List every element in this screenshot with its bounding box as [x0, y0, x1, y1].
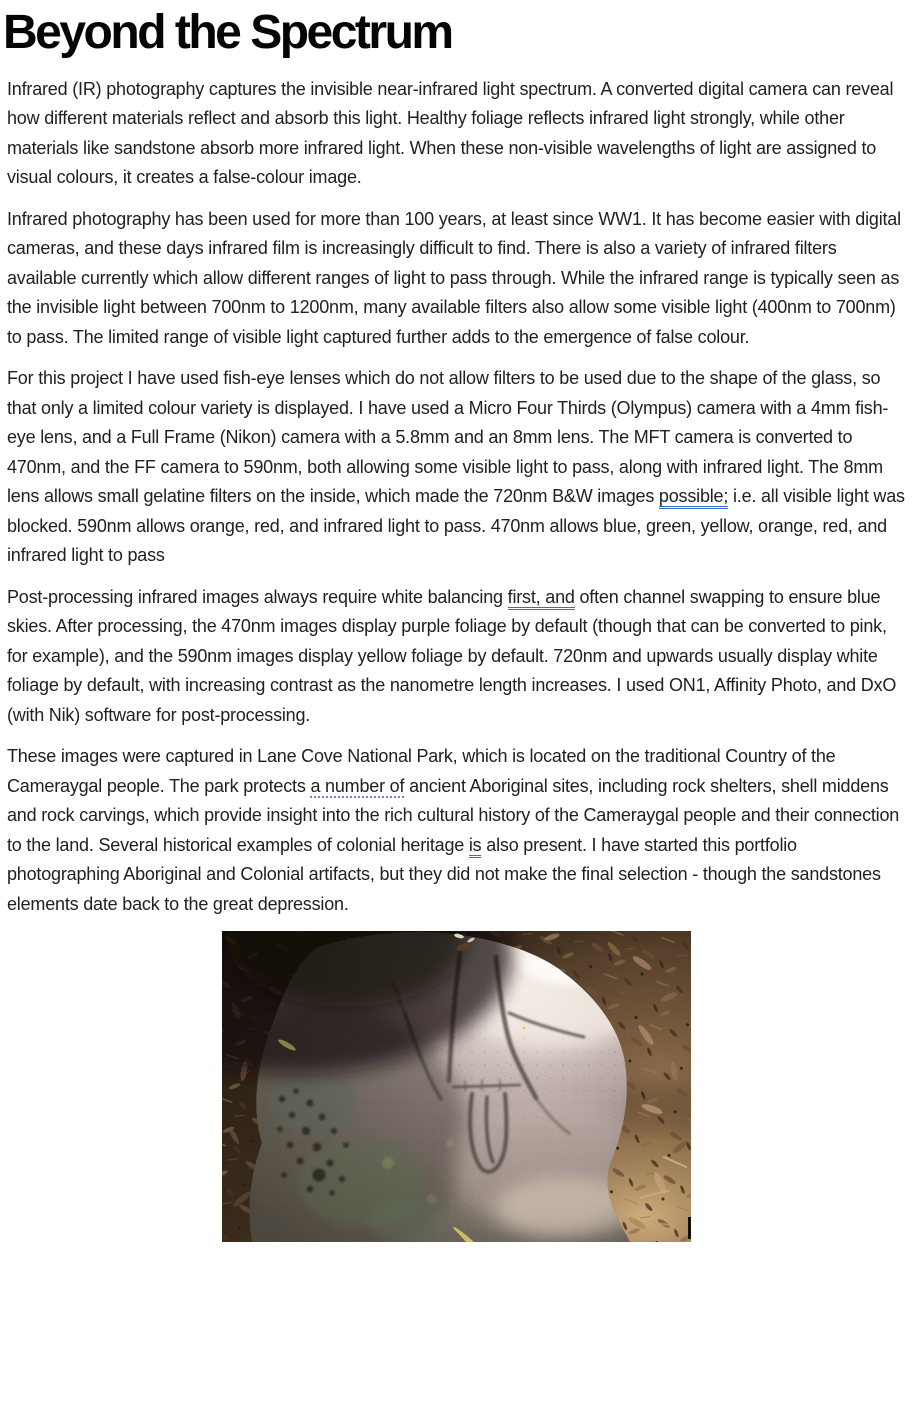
body-text: also present. I have started this portfolio photographing Aboriginal and Colonial artifacts, but they did not make the final selection - though the sandstones elements date back to the great depression.: [7, 834, 881, 914]
text-cursor-caret: [688, 1217, 691, 1239]
body-text: i.e. all visible light was blocked. 590nm allows orange, red, and infrared light to pass. 470nm allows blue, green, yellow, orange, red, and infrared light to pass: [7, 486, 905, 566]
paragraph-intro: [7, 75, 905, 193]
paragraph-location: [7, 742, 905, 919]
body-text: For this project I have used fish-eye lenses which do not allow filters to be used due to the shape of the glass, so that only a limited colour variety is displayed. I have used a Micro Four Thirds (Olympus) camera with a 4mm fish-eye lens, and a Full Frame (Nikon) camera with a 5.8mm and an 8mm lens. The MFT camera is converted to 470nm, and the FF camera to 590nm, both allowing some visible light to pass, along with infrared light. The 8mm lens allows small gelatine filters on the inside, which made the 720nm B&W images: [7, 368, 889, 507]
grammar-flagged-text[interactable]: first, and: [508, 587, 575, 610]
paragraph-equipment: [7, 364, 905, 571]
rock-carving-photo-render: [222, 931, 691, 1242]
body-text: Infrared (IR) photography captures the invisible near-infrared light spectrum. A converted digital camera can reveal how different materials reflect and absorb this light. Healthy foliage reflects infrared light strongly, while other materials like sandstone absorb more infrared light. When these non-visible wavelengths of light are assigned to visual colours, it creates a false-colour image.: [7, 78, 894, 188]
refinement-flagged-text[interactable]: a number of: [310, 775, 405, 796]
body-text: ancient Aboriginal sites, including rock shelters, shell middens and rock carvings, which provide insight into the rich cultural history of the Cameraygal people and their connection to the land. Several historical examples of colonial heritage: [7, 775, 900, 855]
document-title: Beyond the Spectrum: [3, 6, 452, 59]
grammar-flagged-text[interactable]: is: [469, 835, 482, 858]
body-text: Post-processing infrared images always require white balancing: [7, 586, 508, 607]
body-text: Infrared photography has been used for more than 100 years, at least since WW1. It has become easier with digital cameras, and these days infrared film is increasingly difficult to find. There is also a variety of infrared filters available currently which allow different ranges of light to pass through. While the infrared range is typically seen as the invisible light between 700nm to 1200nm, many available filters also allow some visible light (400nm to 700nm) to pass. The limited range of visible light captured further adds to the emergence of false colour.: [7, 208, 901, 347]
grammar-flagged-text[interactable]: possible;: [659, 486, 728, 509]
paragraph-history: [7, 205, 905, 353]
body-text: often channel swapping to ensure blue skies. After processing, the 470nm images display purple foliage by default (though that can be converted to pink, for example), and the 590nm images display yellow foliage by default. 720nm and upwards usually display white foliage by default, with increasing contrast as the nanometre length increases. I used ON1, Affinity Photo, and DxO (with Nik) software for post-processing.: [7, 586, 897, 725]
body-text: These images were captured in Lane Cove National Park, which is located on the traditional Country of the Cameraygal people. The park protects: [7, 746, 836, 796]
rock-carving-photo[interactable]: [222, 931, 691, 1242]
paragraph-postprocessing: [7, 583, 905, 731]
